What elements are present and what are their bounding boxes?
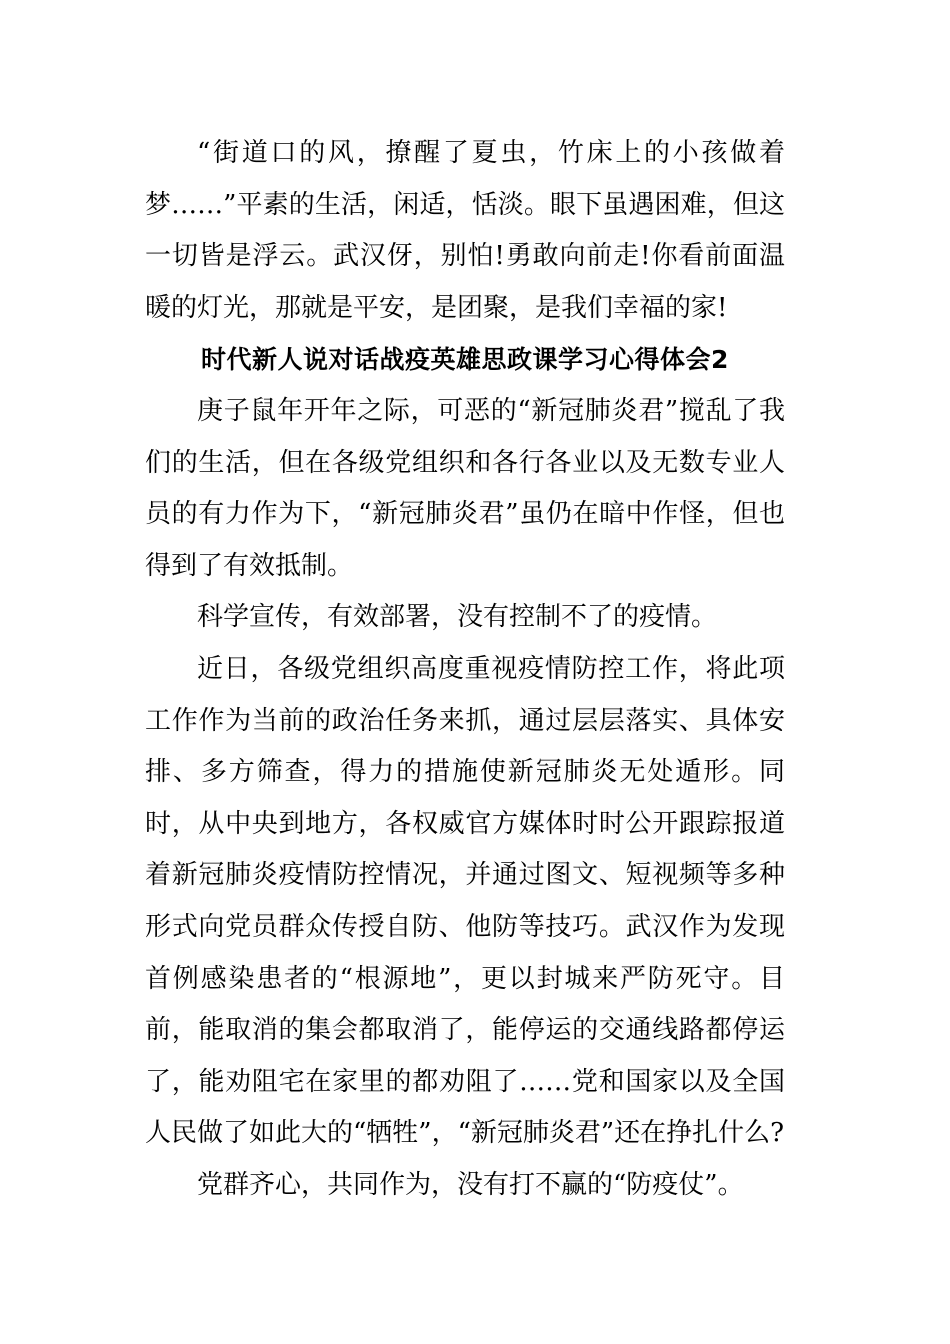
paragraph-3: 近日，各级党组织高度重视疫情防控工作，将此项工作作为当前的政治任务来抓，通过层层落实、具体安排、多方筛查，得力的措施使新冠肺炎无处遁形。同时，从中央到地方，各权威官方媒体时时公开跟踪报道着新冠肺炎疫情防控情况，并通过图文、短视频等多种形式向党员群众传授自防、他防等技巧。武汉作为发现首例感染患者的“根源地”，更以封城来严防死守。目前，能取消的集会都取消了，能停运的交通线路都停运了，能劝阻宅在家里的都劝阻了……党和国家以及全国人民做了如此大的“牺牲”，“新冠肺炎君”还在挣扎什么? bbox=[145, 653, 785, 1149]
paragraph-intro: “街道口的风，撩醒了夏虫，竹床上的小孩做着梦……”平素的生活，闲适，恬淡。眼下虽遇困难，但这一切皆是浮云。武汉伢，别怕!勇敢向前走!你看前面温暖的灯光，那就是平安，是团聚，是我们幸福的家! bbox=[145, 138, 785, 323]
paragraph-4: 党群齐心，共同作为，没有打不赢的“防疫仗”。 bbox=[197, 1169, 744, 1200]
paragraph-2: 科学宣传，有效部署，没有控制不了的疫情。 bbox=[197, 602, 718, 633]
document-page bbox=[145, 128, 785, 1211]
paragraph-1: 庚子鼠年开年之际，可恶的“新冠肺炎君”搅乱了我们的生活，但在各级党组织和各行各业以及无数专业人员的有力作为下，“新冠肺炎君”虽仍在暗中作怪，但也得到了有效抵制。 bbox=[145, 395, 785, 581]
section-heading: 时代新人说对话战疫英雄思政课学习心得体会2 bbox=[201, 345, 729, 375]
